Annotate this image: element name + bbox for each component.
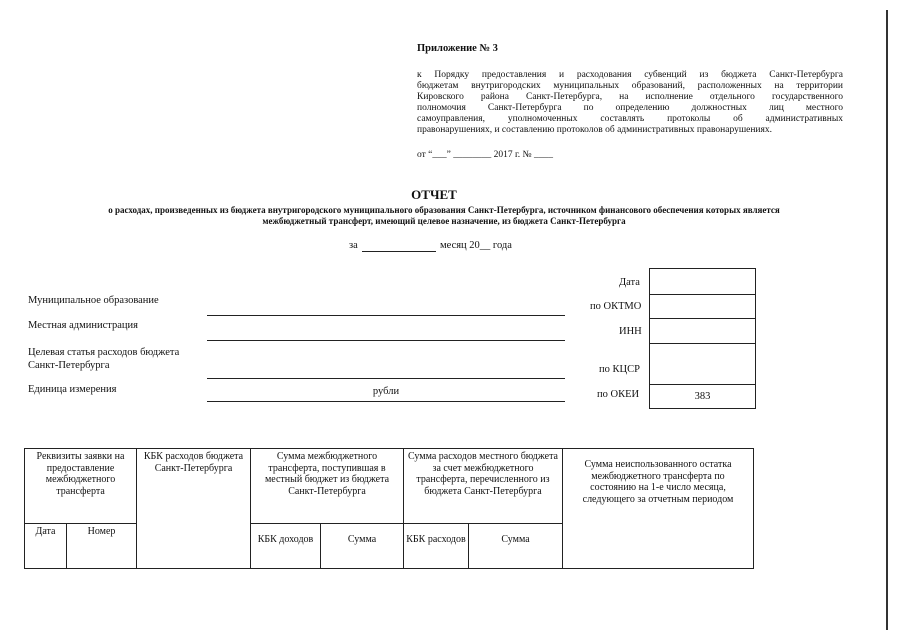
- table-header-kbk-spb: КБК расходов бюджета Санкт-Петербурга: [136, 448, 251, 569]
- inn-box[interactable]: [649, 318, 756, 344]
- kcsr-label: по КЦСР: [599, 364, 640, 375]
- unit-field[interactable]: [207, 401, 565, 402]
- okei-value: 383: [694, 391, 711, 402]
- unit-value: рубли: [372, 386, 400, 397]
- date-box[interactable]: [649, 268, 756, 295]
- municipality-label: Муниципальное образование: [28, 295, 159, 306]
- appendix-title: Приложение № 3: [417, 43, 498, 54]
- appendix-date-line: от “___” ________ 2017 г. № ____: [417, 150, 553, 160]
- appendix-text: [417, 70, 843, 136]
- table-header-transfer-received: Сумма межбюджетного трансферта, поступившая в местный бюджет из бюджета Санкт-Петербурга: [250, 448, 404, 524]
- report-subtitle-line-1: о расходах, произведенных из бюджета внутригородского муниципального образования Санкт-Петербурга, источником финансового обеспечения которых является: [108, 205, 780, 215]
- appendix-line: самоуправления, уполномоченных составлять протоколы об административных: [417, 114, 843, 124]
- table-header-local-expenses: Сумма расходов местного бюджета за счет межбюджетного трансферта, перечисленного из бюджета Санкт-Петербурга: [403, 448, 563, 524]
- oktmo-label: по ОКТМО: [590, 301, 642, 312]
- appendix-line: правонарушениях, и составлению протоколов об административных правонарушениях.: [417, 125, 773, 135]
- appendix-line: Кировского района Санкт-Петербурга, на исполнение отдельного государственного: [417, 92, 843, 102]
- period-prefix: за: [349, 240, 358, 251]
- target-article-label-line-2: Санкт-Петербурга: [28, 360, 110, 371]
- municipality-field[interactable]: [207, 315, 565, 316]
- table-header-unused-balance: Сумма неиспользованного остатка межбюджетного трансферта по состоянию на 1-е число месяца, следующего за отчетным периодом: [562, 448, 754, 569]
- kcsr-box[interactable]: [649, 343, 756, 385]
- administration-label: Местная администрация: [28, 320, 138, 331]
- oktmo-box[interactable]: [649, 294, 756, 319]
- table-header-kbk-income: КБК доходов: [250, 523, 321, 569]
- target-article-field[interactable]: [207, 378, 565, 379]
- table-header-income-sum: Сумма: [320, 523, 404, 569]
- page-edge-line: [886, 10, 888, 630]
- table-header-expenses-sum: Сумма: [468, 523, 563, 569]
- report-subtitle: [24, 205, 864, 227]
- table-header-request-number: Номер: [66, 523, 137, 569]
- okei-label: по ОКЕИ: [597, 389, 640, 400]
- administration-field[interactable]: [207, 340, 565, 341]
- report-title: ОТЧЕТ: [411, 187, 457, 202]
- okei-box[interactable]: [649, 384, 756, 409]
- inn-label: ИНН: [619, 326, 642, 337]
- table-header-request-date: Дата: [24, 523, 67, 569]
- report-subtitle-line-2: межбюджетный трансферт, имеющий целевое назначение, из бюджета Санкт-Петербурга: [262, 216, 626, 226]
- table-header-request: Реквизиты заявки на предоставление межбюджетного трансферта: [24, 448, 137, 524]
- target-article-label-line-1: Целевая статья расходов бюджета: [28, 347, 180, 358]
- period-month-blank: [362, 251, 436, 252]
- unit-label: Единица измерения: [28, 384, 117, 395]
- appendix-line: бюджетам внутригородских муниципальных образований, расположенных на территории: [417, 81, 843, 91]
- appendix-line: к Порядку предоставления и расходования субвенций из бюджета Санкт-Петербурга: [417, 70, 843, 80]
- table-header-kbk-expenses: КБК расходов: [403, 523, 469, 569]
- target-article-label: [28, 346, 179, 372]
- date-label: Дата: [619, 277, 640, 288]
- appendix-line: полномочия Санкт-Петербурга по определению должностных лиц местного: [417, 103, 843, 113]
- period-suffix: месяц 20__ года: [440, 240, 512, 251]
